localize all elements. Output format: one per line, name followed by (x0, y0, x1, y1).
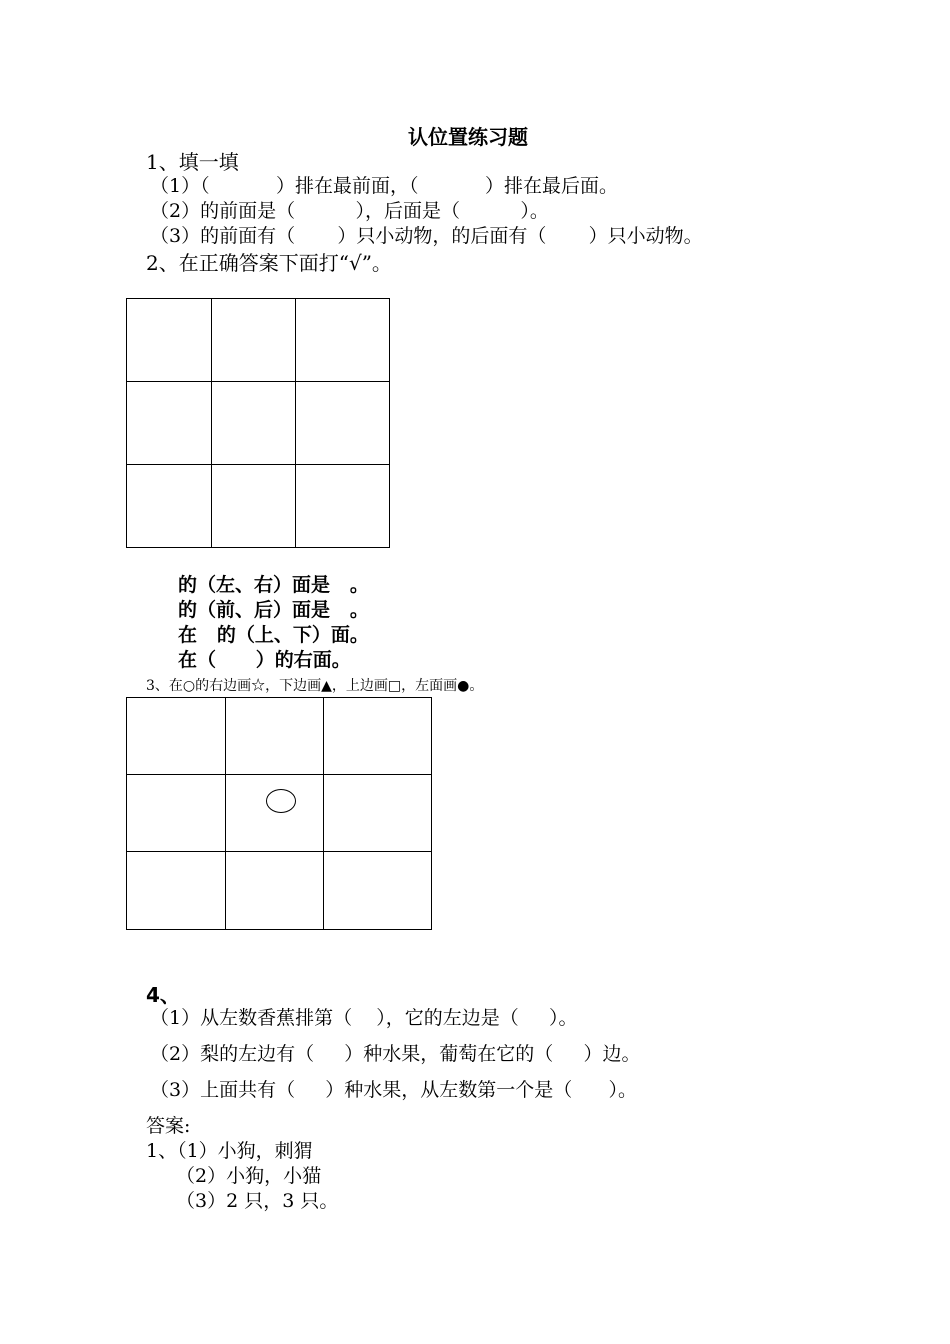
q2-heading: 2、在正确答案下面打“√”。 (146, 251, 392, 275)
q1-line-1: （1）（ ）排在最前面，（ ）排在最后面。 (150, 175, 618, 197)
q2-line-4: 在（ ）的右面。 (178, 649, 351, 671)
answer-line-1: 1、（1）小狗，刺猬 (146, 1140, 313, 1162)
q3-heading: 3、在○的右边画☆，下边画▲，上边画□，左面画●。 (146, 678, 484, 694)
page-title: 认位置练习题 (408, 125, 528, 149)
q4-line-2: （2）梨的左边有（ ）种水果，葡萄在它的（ ）边。 (150, 1043, 641, 1065)
answer-line-3: （3）2 只，3 只。 (176, 1190, 339, 1212)
answer-line-2: （2）小狗，小猫 (176, 1165, 322, 1187)
q2-line-3: 在 的（上、下）面。 (178, 624, 369, 646)
q2-line-1: 的（左、右）面是 。 (178, 574, 369, 596)
answers-heading: 答案: (146, 1115, 191, 1137)
q3-grid (126, 697, 432, 930)
q4-line-3: （3）上面共有（ ）种水果，从左数第一个是（ ）。 (150, 1079, 638, 1101)
q1-line-3: （3）的前面有（ ）只小动物，的后面有（ ）只小动物。 (150, 225, 703, 247)
circle-icon (266, 789, 296, 813)
q1-line-2: （2）的前面是（ ），后面是（ ）。 (150, 200, 549, 222)
q4-heading: 4、 (146, 983, 180, 1007)
q2-grid (126, 298, 390, 548)
q1-heading: 1、填一填 (146, 150, 239, 174)
q4-line-1: （1）从左数香蕉排第（ ），它的左边是（ ）。 (150, 1007, 578, 1029)
q2-line-2: 的（前、后）面是 。 (178, 599, 369, 621)
